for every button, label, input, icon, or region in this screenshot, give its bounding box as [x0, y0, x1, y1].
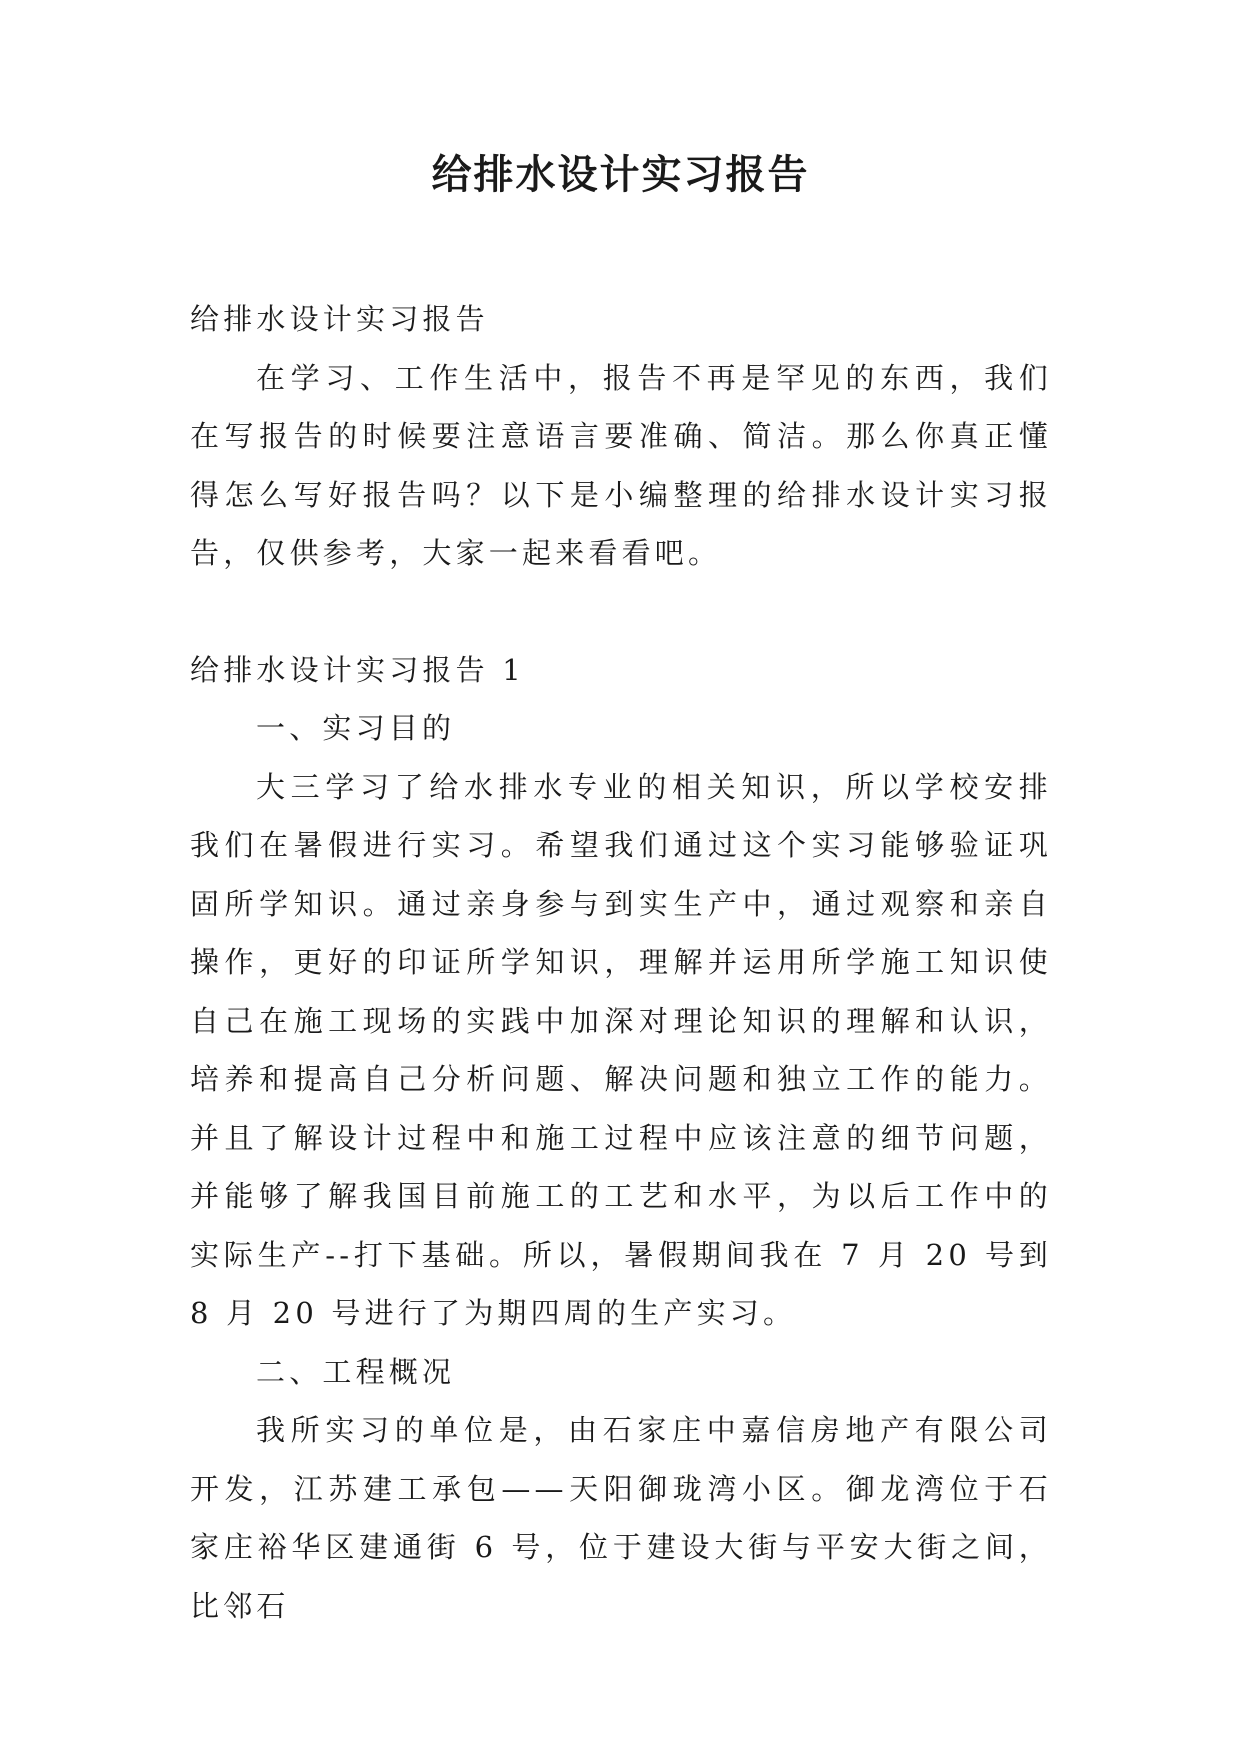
intro-paragraph: 在学习、工作生活中，报告不再是罕见的东西，我们在写报告的时候要注意语言要准确、简洁。那么你真正懂得怎么写好报告吗？以下是小编整理的给排水设计实习报告，仅供参考，大家一起来看看吧。	[190, 360, 1052, 570]
report-subtitle: 给排水设计实习报告	[190, 302, 489, 336]
document-title: 给排水设计实习报告	[431, 151, 810, 198]
overview-paragraph: 我所实习的单位是，由石家庄中嘉信房地产有限公司开发，江苏建工承包——天阳御珑湾小区。御龙湾位于石家庄裕华区建通街 6 号，位于建设大街与平安大街之间，比邻石	[190, 1413, 1052, 1623]
document-body	[190, 290, 1052, 1635]
purpose-paragraph: 大三学习了给水排水专业的相关知识，所以学校安排我们在暑假进行实习。希望我们通过这个实习能够验证巩固所学知识。通过亲身参与到实生产中，通过观察和亲自操作，更好的印证所学知识，理解并运用所学施工知识使自己在施工现场的实践中加深对理论知识的理解和认识，培养和提高自己分析问题、解决问题和独立工作的能力。并且了解设计过程中和施工过程中应该注意的细节问题，并能够了解我国目前施工的工艺和水平，为以后工作中的实际生产--打下基础。所以，暑假期间我在 7 月 20 号到 8 月 20 号进行了为期四周的生产实习。	[190, 769, 1052, 1330]
section-heading-report-1: 给排水设计实习报告 1	[190, 652, 525, 687]
section-heading-overview: 二、工程概况	[256, 1354, 456, 1389]
section-heading-purpose: 一、实习目的	[256, 711, 456, 745]
